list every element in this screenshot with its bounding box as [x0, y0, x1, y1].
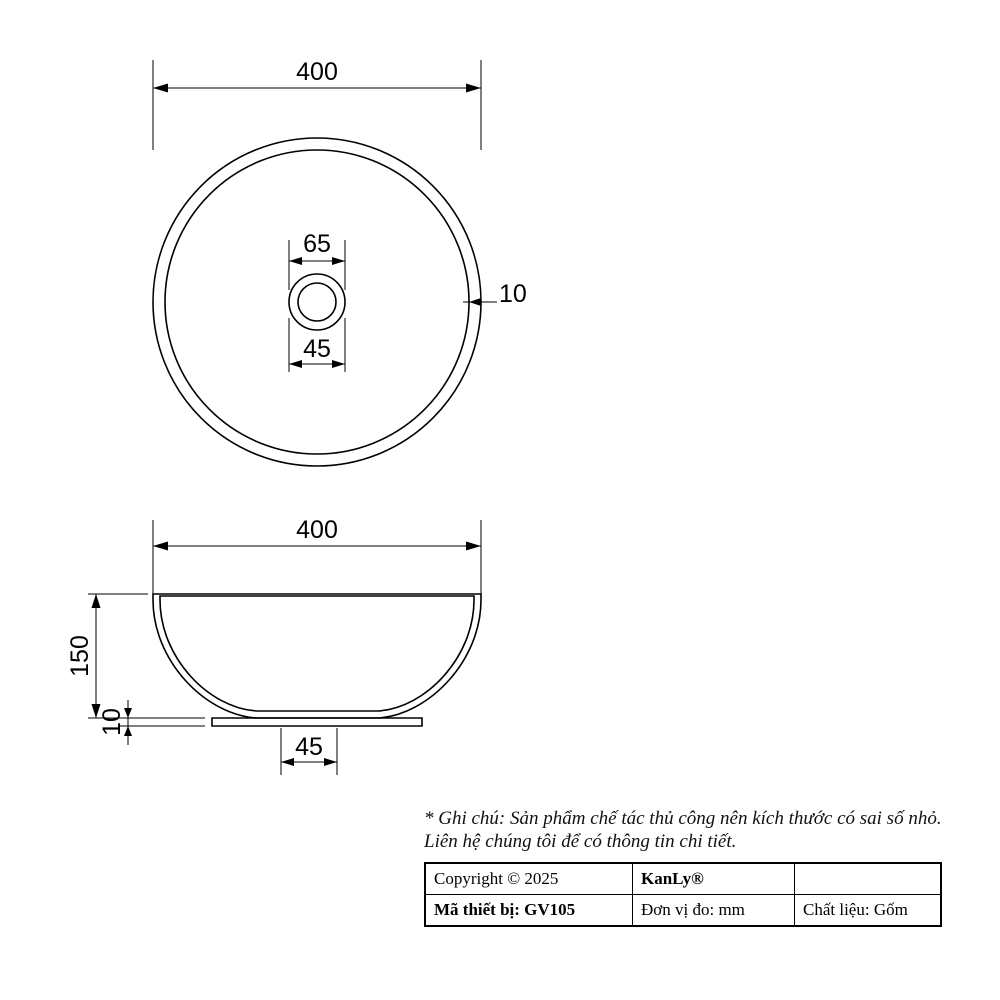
material-cell: Chất liệu: Gốm [795, 895, 941, 926]
drain-inner-circle [298, 283, 336, 321]
basin-side-outline [153, 594, 481, 718]
title-block-row-1 [426, 864, 941, 895]
basin-outer-circle [153, 138, 481, 466]
dim-label-overall-width: 400 [296, 516, 338, 544]
dim-label-drain-outer: 65 [303, 230, 331, 258]
note-line-2: Liên hệ chúng tôi để có thông tin chi tiết. [424, 831, 737, 852]
unit-cell: Đơn vị đo: mm [633, 895, 795, 926]
device-code-cell: Mã thiết bị: GV105 [426, 895, 633, 926]
top-view-group [153, 138, 481, 466]
dim-label-base-thickness: 10 [98, 708, 126, 736]
basin-rim-circle [165, 150, 469, 454]
title-block-row-2 [426, 895, 941, 926]
title-block [424, 862, 942, 927]
copyright-cell: Copyright © 2025 [426, 864, 633, 895]
empty-cell [795, 864, 941, 895]
dim-label-outer-diameter: 400 [296, 58, 338, 86]
dim-label-base-width: 45 [295, 733, 323, 761]
basin-side-inner-line [160, 596, 474, 711]
dim-label-height: 150 [66, 635, 94, 677]
side-view-group [153, 594, 481, 726]
dim-10-base [118, 700, 205, 745]
brand-cell: KanLy® [633, 864, 795, 895]
note-line-1: * Ghi chú: Sản phẩm chế tác thủ công nên kích thước có sai số nhỏ. [424, 808, 942, 829]
basin-base [212, 718, 422, 726]
dim-label-rim-thickness: 10 [499, 280, 527, 308]
dim-label-drain-inner: 45 [303, 335, 331, 363]
dim-150 [88, 594, 205, 718]
dim-10-rim [463, 298, 497, 306]
